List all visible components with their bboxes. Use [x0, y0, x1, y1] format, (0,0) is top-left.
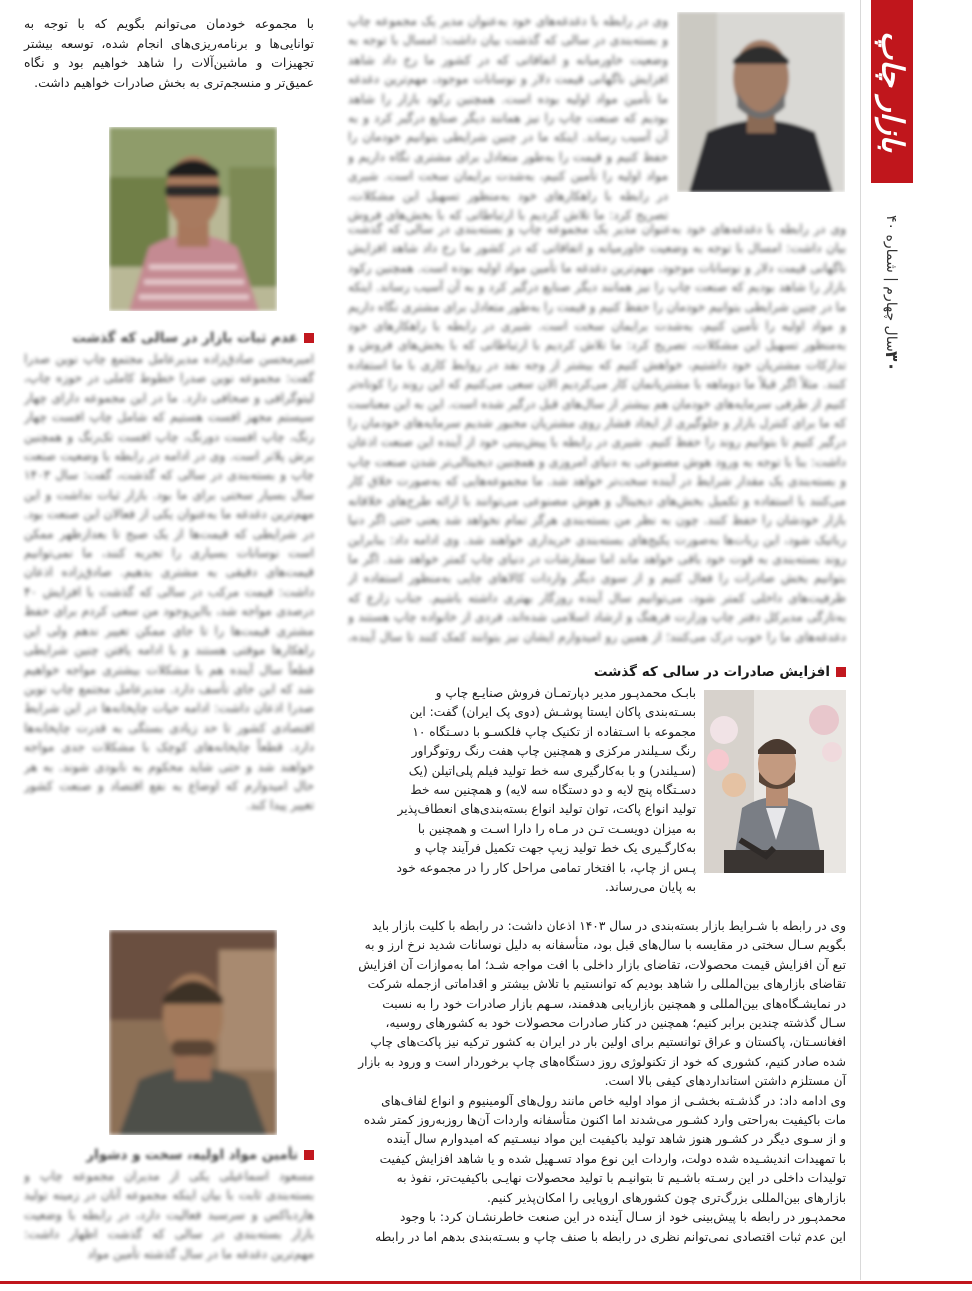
- issue-info: سال چهارم | شماره ۴۰: [883, 214, 899, 352]
- intro-line: به‌کارگـیری یک خط تولید زیپ جهت تکمیل فرآیند چاپ و: [415, 841, 696, 856]
- left-body-paragraph-1: امیرمحسن صادق‌زاده مدیرعامل مجتمع چاپ نوین صدرا گفت: مجموعه نوین صدرا خطوط کاملی در حوزه چاپ، لیتوگرافی و صحافی دارد. ما در این مجموعه دارای چهار سیستم مجهز افست هستیم که شامل چاپ افست چهار رنگ، چاپ افست دورنگ، چاپ افست تک‌رنگ و همچنین برش پلاتر است. وی در ادامه در رابطه با وضعیت صنعت چاپ و بسته‌بندی در سالی که گذشت، گفت: سال ۱۴۰۳ سال بسیار سختی برای ما بود. بازار ثبات نداشت و این مهم‌ترین دغدغه ما به‌عنوان یکی از فعالان این صنعت بود. در شرایطی که قیمت‌ها از یک صبح تا بعدازظهر ممکن است نوسانات بسیاری را تجربه کنند، ما نمی‌توانیم قیمت‌های دقیقی به مشتری بدهیم. صادق‌زاده اذعان داشت: قیمت مرکب در سالی که گذشت با افزایش ۴۰ درصدی مواجه شد، بااین‌وجود من سعی کردم برای حفظ مشتری قیمت‌ها را تا جای ممکن تغییر ندهم ولی این راهکارها موقتی هستند و با ادامه یافتن چنین شرایطی قطعاً سال آینده هم با مشکلات بیشتری مواجه خواهیم شد که این جای تأسف دارد. مدیرعامل مجتمع چاپ نوین صدرا اذعان داشت: ادامه حیات چاپخانه‌ها در این شرایط اقتصادی کشور تا حد زیادی بستگی به قدرت چاپخانه‌ها دارد. قطعاً چاپخانه‌های کوچک با مشکلات جدی مواجه خواهند شد و حتی شاید محکوم به نابودی شوند. به هر حال امیدوارم که اوضاع به نفع اقتصاد و صنعت کشور تغییر پیدا کند.: [24, 352, 314, 813]
- body-line: شده صادر کنیم، کشوری که خود از تکنولوژی روز دستگاه‌های چاپ برخوردار است و ورود به بازار: [358, 1054, 846, 1069]
- intro-line: مجموعه با اسـتفاده از تکنیک چاپ فلکسـو با دسـتگاه ۱۰: [412, 724, 696, 739]
- portrait-photo-1: [109, 127, 277, 311]
- body-line: بگویم سـال سختی در مقایسه با سال‌های قبل بود، متأسفانه به دلیل نوسانات شدید نرخ ارز و به: [364, 938, 846, 953]
- heading-raw-materials: [24, 1147, 314, 1163]
- body-line: این عدم ثبات اقتصادی نمی‌توانم نظری در رابطه با صنف چاپ و بسـته‌بندی بدهم اما در رابطه: [375, 1229, 846, 1244]
- body-line: آن مستلزم داشتن استانداردهای کیفی بالا است.: [604, 1074, 846, 1089]
- intro-line: دسـتگاه پنج لایه و دو دستگاه سه لایه) و همچنین سه خط: [410, 783, 696, 798]
- body-line: سـال گذشته چندین برابر کنیم؛ همچنین در کنار صادرات محصولات خود به کشورهای روسیه،: [385, 1016, 846, 1031]
- intro-line: تولید انواع پاکت، توان تولید انواع بسته‌بندی‌های انعطاف‌پذیر: [397, 802, 696, 817]
- body-line: و از سـوی دیگر در کشـور هنوز شاهد تولید باکیفیت این مواد نیسـتیم که امیدوارم سال آینده: [386, 1132, 846, 1147]
- logo-text: بازار چاپ: [874, 30, 910, 153]
- heading-export-increase: [348, 664, 846, 680]
- heading-text: افزایش صادرات در سالی که گذشت: [593, 664, 830, 680]
- intro-line: به میزان دویسـت تـن در مـاه را دارا اسـت و همچنین با: [417, 821, 696, 836]
- heading-bullet-icon: [304, 1150, 314, 1160]
- intro-line: بابـک محمدپـور مدیر دپارتمـان فروش صنایـع چاپ و: [435, 686, 696, 700]
- intro-line: (سـیلندر) و با به‌کارگیری سه خط تولید فیلم پلی‌اتیلن (یک: [408, 763, 696, 778]
- right-top-text-cont: وی در رابطه با دغدغه‌های خود به‌عنوان مدیر یک مجموعه چاپ و بسته‌بندی در سالی که گذشت بیان داشت: امسال با توجه به وضعیت خاورمیانه و اتفاقاتی که در کشور ما رخ داد شاهد افزایش ناگهانی قیمت دلار و نوسانات موجود، مهم‌ترین دغدغه ما تأمین مواد اولیه بوده است. همچنین رکود بازار را شاهد بودیم که صنعت چاپ را نیز همانند دیگر صنایع درگیر کرد و به آن آسیب رساند. اینکه ما در چنین شرایطی بتوانیم خودمان را حفظ کنیم و قیمت را به‌طور متعادل برای مشتری نگاه داریم و مواد اولیه را تأمین کنیم، به‌شدت برایمان سخت است. شیری در رابطه با راهکارهای خود به‌منظور تسهیل این مشکلات، تصریح کرد: ما تلاش کردیم با ارتباطاتی که با بخش‌های فروش و تدارکات مشتریان خود داشتیم، خواهش کنیم که بیشتر از وجه نقد در روابط کاری با ما استفاده کنند. مثلاً اگر قبلاً ما دوماهه با مشتریانمان کار می‌کردیم الان سعی می‌کنیم که این روند را کوتاه‌تر کنیم از طرفی سرمایه‌های خودمان هم بیشتر از سال‌های قبل درگیر شده است. این به این معناست که ما برای کنترل بازار و جلوگیری از ایجاد فشار روی مشتریان مجبور شدیم سرمایه‌های خودمان را درگیر کنیم تا بتوانیم روند را حفظ کنیم. شیری در رابطه با پیش‌بینی خود از آینده این صنعت اذعان داشت: بنا با توجه به ورود هوش مصنوعی به دنیای امروزی و همچنین دیجیتالی‌تر شدن صنعت چاپ و بسته‌بندی یک مقدار شرایط در آینده سخت‌تر خواهد شد. ما مجموعه‌هایی که به‌صورت خلاق کار می‌کنند با استفاده و تکمیل بخش‌های دیجیتال و هوش مصنوعی می‌توانند با ارائه طرح‌های خلاقانه بازار خودشان را حفظ کنند. چون به نظر من بسته‌بندی هرگز تمام نخواهد شد یعنی حتی اگر دنیا رباتیک شود، این ربات‌ها به‌صورت پکیج‌های بسته‌بندی خریداری خواهند شد. وی ادامه داد: بنابراین روند بسته‌بندی به قوت خود باقی خواهد ماند اما سفارشات در دنیای چاپ کمتر خواهد شد. اگر ما بتوانیم بخش صادرات را فعال کنیم و از سوی دیگر واردات کالاهای چاپی به‌منظور استفاده از ظرفیت‌های داخلی کمتر شود، می‌توانیم سال آینده روزگار بهتری داشته باشیم. جناب زارع که به‌تازگی مدیرکل دفتر چاپ وزارت فرهنگ و ارشاد اسلامی شده‌اند، فردی از خانواده چاپ هستند و دغدغه‌های ما را خوب درک می‌کنند؛ از همین رو امیدوارم ایشان نیز بتوانند کمک کنند تا سال آینده،: [348, 222, 846, 644]
- right-top-text: وی در رابطه با دغدغه‌های خود به‌عنوان مدیر یک مجموعه چاپ و بسته‌بندی در سالی که گذشت بیان داشت: امسال با توجه به وضعیت خاورمیانه و اتفاقاتی که در کشور ما رخ داد شاهد افزایش ناگهانی قیمت دلار و نوسانات موجود، مهم‌ترین دغدغه ما تأمین مواد اولیه بوده است. همچنین رکود بازار را شاهد بودیم که صنعت چاپ را نیز همانند دیگر صنایع درگیر کرد و به آن آسیب رساند. اینکه ما در چنین شرایطی بتوانیم خودمان را حفظ کنیم و قیمت را به‌طور متعادل برای مشتری نگاه داریم و مواد اولیه را تأمین کنیم، به‌شدت برایمان سخت است. شیری در رابطه با راهکارهای خود به‌منظور تسهیل این مشکلات، تصریح کرد: ما تلاش کردیم با ارتباطاتی که با بخش‌های فروش: [348, 14, 668, 222]
- portrait-photo-2: [109, 930, 277, 1135]
- sidebar-divider: [860, 0, 861, 1280]
- body-lines: [348, 917, 846, 1247]
- body-line: وی در رابطه با شـرایط بازار بسته‌بندی در سال ۱۴۰۳ اذعان داشت: در رابطه با کلیت بازار باید: [372, 919, 846, 933]
- left-body-paragraph-2: مسعود اسماعیلی یکی از مدیران مجموعه چاپ و بسته‌بندی ثابت با بیان اینکه مجموعه آنان در زمینه تولید هارد‌باکس و سرسبد فعالیت دارد، در رابطه با وضعیت بازار بسته‌بندی در سالی که گذشت اظهار داشت: مهم‌ترین دغدغه ما در سال گذشته تأمین مواد: [24, 1169, 314, 1261]
- left-top-paragraph: با مجموعه خودمان می‌توانم بگویم که با توجه به توانایی‌ها و برنامه‌ریزی‌های انجام شده، توسعه بیشتر تجهیزات و ماشین‌آلات را شاهد خواهیم بود و نگاه عمیق‌تر و منسجم‌تری به بخش صادرات خواهیم داشت.: [24, 16, 314, 90]
- page-bottom-rule: [0, 1281, 972, 1284]
- body-line: تقاضای بازارهای بین‌المللی را شاهد بودیم که توانستیم با تلاش بیشتر و اقداماتی ازجمله شرکت: [367, 977, 846, 992]
- body-line: مات باکیفیت به‌راحتی وارد کشـور می‌شدند اما اکنون متأسفانه واردات آن‌ها روزبه‌روز کمتر شده: [363, 1113, 846, 1128]
- magazine-logo: [871, 0, 913, 183]
- body-line: افغانسـتان، پاکستان و عراق توانستیم برای اولین بار در ایران به کشور ترکیه نیز پاکت‌های چاپ: [370, 1035, 846, 1050]
- body-line: بازارهای بین‌المللی بزرگ‌تری چون کشورهای اروپایی را امکان‌پذیر کنیم.: [487, 1190, 846, 1205]
- body-line: تولیدات داخلی در این رسـته باشـیم تا بتوانیـم با تولید محصولات نهایـی باکیفیت‌تر، نفوذ به: [396, 1171, 846, 1186]
- body-line: تبع آن افزایش قیمت محصولات، تقاضای بازار داخلی با افت مواجه شـد؛ اما به‌موازات آن افزایش: [358, 957, 846, 972]
- page-number: ۳۰: [881, 351, 901, 372]
- intro-line: پـس از چاپ، با افتخار تمامی مراحل کار را در مجموعه خود: [396, 860, 696, 875]
- intro-line: بسـته‌بندی پاکان ایستا پوشـش (دوی پک ایران) گفت: این: [409, 705, 696, 720]
- intro-lines: [348, 684, 696, 897]
- right-top-paragraph-beside-photo: [348, 12, 668, 222]
- heading-bullet-icon: [836, 667, 846, 677]
- body-line: در نمایشـگاه‌های بین‌المللی و همچنین بازاریابی هدفمند، سـهم بازار صادرات خود را به نسبت: [382, 996, 846, 1011]
- heading-market-instability: [24, 330, 314, 346]
- portrait-photo-4: [704, 690, 846, 873]
- body-line: محمدپـور در رابطه با پیش‌بینی خود از سـال آینده در این صنعت خاطرنشـان کرد: با وجود: [399, 1210, 846, 1225]
- body-line: وی ادامه داد: در گذشـته بخشـی از مواد اولیه خاص مانند رول‌های آلومینیوم و انواع لفاف‌های: [381, 1093, 846, 1108]
- heading-text: تأمین مواد اولیه، سخت و دشوار: [86, 1147, 298, 1163]
- heading-bullet-icon: [304, 333, 314, 343]
- portrait-photo-3: [677, 12, 845, 192]
- body-line: با تمهیدات اندیشـیده شده دولت، واردات این نوع مواد تسـهیل شده و یا شاهد افزایش کیفیت: [379, 1151, 846, 1166]
- right-top-paragraph-full: [348, 220, 846, 650]
- heading-text: عدم ثبات بازار در سالی که گذشت: [72, 330, 298, 346]
- page-meta: [873, 192, 909, 372]
- intro-line: رنگ سـیلندر مرکزی و همچنین چاپ هفت رنگ روتوگراور: [411, 744, 696, 759]
- intro-line: به پایان می‌رساند.: [605, 880, 696, 895]
